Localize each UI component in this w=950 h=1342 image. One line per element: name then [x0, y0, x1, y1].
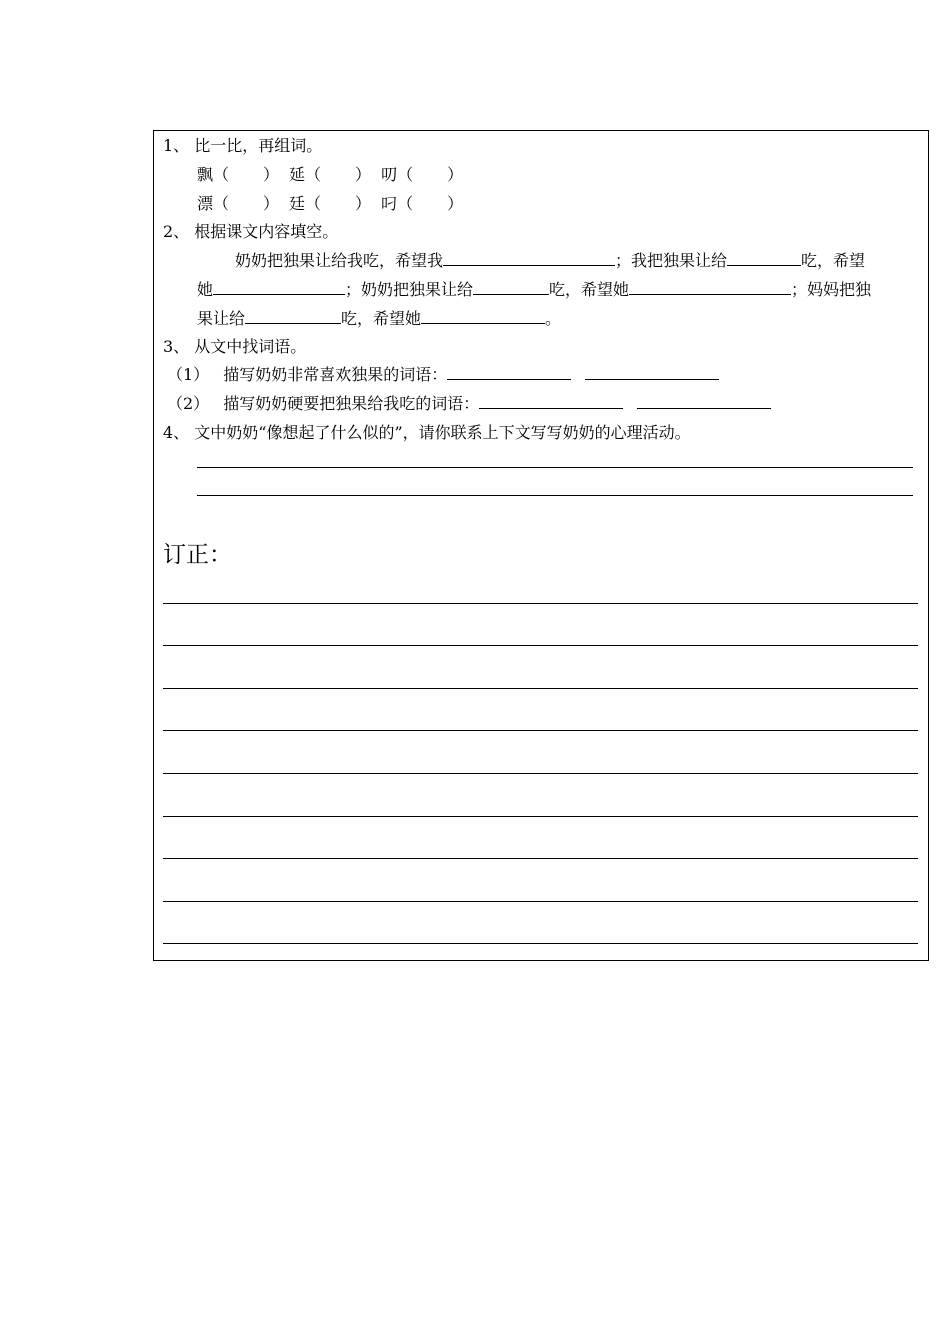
q3-item2	[167, 394, 771, 414]
correction-line[interactable]	[163, 603, 918, 604]
q2-text: ；妈妈把独	[791, 280, 872, 299]
q2-text: 她	[197, 280, 214, 299]
correction-line[interactable]	[163, 773, 918, 774]
q2-text: 吃，希望她	[549, 280, 630, 299]
correction-line[interactable]	[163, 645, 918, 646]
q1-r2-char2: 廷（	[289, 194, 322, 213]
correction-line[interactable]	[163, 730, 918, 731]
q4-title: 4、 文中奶奶“像想起了什么似的”，请你联系上下文写写奶奶的心理活动。	[163, 423, 691, 442]
fill-blank[interactable]	[479, 394, 623, 409]
q3-item-number: （2）	[167, 394, 210, 413]
q1-r1-char1: 飘（	[197, 165, 230, 184]
q1-r2-close1: ）	[263, 194, 280, 213]
correction-line[interactable]	[163, 858, 918, 859]
q3-item-text: 描写奶奶硬要把独果给我吃的词语：	[223, 394, 480, 413]
q1-r2-close2: ）	[355, 194, 372, 213]
correction-line[interactable]	[163, 943, 918, 944]
q2-line3	[197, 309, 561, 329]
fill-blank[interactable]	[629, 280, 791, 295]
fill-blank[interactable]	[421, 309, 545, 324]
answer-line[interactable]	[197, 495, 913, 496]
q2-text: 奶奶把独果让给我吃，希望我	[235, 251, 444, 270]
q2-text: 果让给	[197, 309, 246, 328]
fill-blank[interactable]	[443, 251, 615, 266]
q1-row1	[197, 165, 463, 185]
q1-r1-char2: 延（	[289, 165, 322, 184]
fill-blank[interactable]	[213, 280, 345, 295]
q1-row2	[197, 194, 463, 214]
q1-r1-close2: ）	[355, 165, 372, 184]
fill-blank[interactable]	[447, 365, 571, 380]
fill-blank[interactable]	[245, 309, 341, 324]
q3-item1	[167, 365, 719, 385]
q2-text: 。	[545, 309, 562, 328]
correction-line[interactable]	[163, 816, 918, 817]
answer-line[interactable]	[197, 467, 913, 468]
q1-r1-char3: 叨（	[381, 165, 414, 184]
q1-title: 1、 比一比，再组词。	[163, 136, 323, 155]
q3-item-number: （1）	[167, 365, 210, 384]
fill-blank[interactable]	[585, 365, 719, 380]
q1-r2-char1: 漂（	[197, 194, 230, 213]
q3-item-text: 描写奶奶非常喜欢独果的词语：	[223, 365, 448, 384]
fill-blank[interactable]	[637, 394, 771, 409]
q2-text: 吃，希望	[801, 251, 866, 270]
q1-r1-close3: ）	[447, 165, 464, 184]
fill-blank[interactable]	[727, 251, 801, 266]
q2-text: ；奶奶把独果让给	[345, 280, 474, 299]
q1-r1-close1: ）	[263, 165, 280, 184]
correction-line[interactable]	[163, 688, 918, 689]
correction-line[interactable]	[163, 901, 918, 902]
q2-line1	[235, 251, 865, 271]
q3-title: 3、 从文中找词语。	[163, 337, 307, 356]
q1-r2-close3: ）	[447, 194, 464, 213]
q2-title: 2、 根据课文内容填空。	[163, 222, 339, 241]
q1-r2-char3: 叼（	[381, 194, 414, 213]
q2-text: ；我把独果让给	[615, 251, 728, 270]
fill-blank[interactable]	[473, 280, 549, 295]
correction-title: 订正：	[163, 542, 232, 568]
q2-text: 吃，希望她	[341, 309, 422, 328]
q2-line2	[197, 280, 871, 300]
